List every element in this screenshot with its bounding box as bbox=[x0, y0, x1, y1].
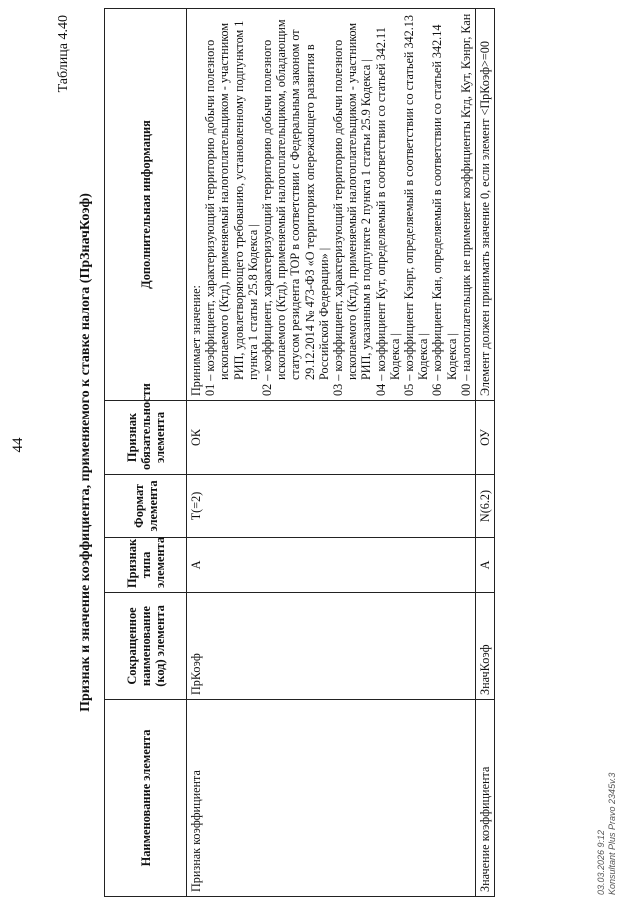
cell-name: Признак коэффициента bbox=[187, 700, 476, 897]
margin-note-line: 03.03.2026 9:12 bbox=[596, 829, 606, 895]
info-value-05: 05 – коэффициент Кэнрг, определяемый в соответствии со статьей 342.13 Кодекса | bbox=[402, 15, 431, 396]
cell-info bbox=[187, 9, 476, 401]
header-name: Наименование элемента bbox=[105, 700, 187, 897]
cell-required: ОК bbox=[187, 401, 476, 475]
cell-format: N(6.2) bbox=[476, 475, 495, 538]
header-required: Признак обязательности элемента bbox=[105, 401, 187, 475]
header-type: Признак типа элемента bbox=[105, 538, 187, 593]
table-row-coefficient-flag bbox=[187, 9, 476, 897]
table-header-row bbox=[105, 9, 187, 897]
cell-type: А bbox=[476, 538, 495, 593]
margin-note bbox=[596, 685, 618, 895]
cell-info: Элемент должен принимать значение 0, если элемент <ПрКоэф>=00 bbox=[476, 9, 495, 401]
header-info: Дополнительная информация bbox=[105, 9, 187, 401]
info-value-01: 01 – коэффициент, характеризующий территорию добычи полезного ископаемого (Ктд), применяемый налогоплательщиком - участником РИП, удовлетворяющего требованию, установленному подпунктом 1 пункта 1 статьи 25.8 Кодекса | bbox=[203, 20, 260, 396]
table-label: Таблица 4.40 bbox=[56, 15, 71, 93]
info-value-06: 06 – коэффициент Кан, определяемый в соответствии со статьей 342.14 Кодекса | bbox=[430, 24, 459, 396]
cell-name: Значение коэффициента bbox=[476, 700, 495, 897]
info-value-02: 02 – коэффициент, характеризующий территорию добычи полезного ископаемого (Ктд), применяемый налогоплательщиком, обладающим статусом резидента ТОР в соответствии с Федеральным законом от 29.12.2014 № 473-ФЗ «О территориях опережающего развития в Российской Федерации» | bbox=[260, 19, 331, 396]
cell-required: ОУ bbox=[476, 401, 495, 475]
page-number: 44 bbox=[10, 437, 26, 453]
header-code: Сокращенное наименование (код) элемента bbox=[105, 593, 187, 700]
cell-type: А bbox=[187, 538, 476, 593]
cell-format: T(=2) bbox=[187, 475, 476, 538]
info-value-03: 03 – коэффициент, характеризующий территорию добычи полезного ископаемого (Ктд), применяемый налогоплательщиком - участником РИП, указанным в подпункте 2 пункта 1 статьи 25.9 Кодекса | bbox=[331, 22, 374, 396]
info-value-00: 00 – налогоплательщик не применяет коэффициенты Ктд, Кут, Кэнрг, Кан bbox=[458, 13, 473, 396]
cell-code: ПрКоэф bbox=[187, 593, 476, 700]
header-format: Формат элемента bbox=[105, 475, 187, 538]
info-intro: Принимает значение: bbox=[189, 285, 203, 396]
info-value-04: 04 – коэффициент Кут, определяемый в соответствии со статьей 342.11 Кодекса | bbox=[373, 27, 402, 396]
margin-note-line: Konsultant Plus Pravo 2345v.3 bbox=[607, 772, 617, 895]
elements-table bbox=[104, 8, 495, 897]
table-title: Признак и значение коэффициента, применяемого к ставке налога (ПрЗначКоэф) bbox=[78, 193, 93, 712]
table-row-coefficient-value bbox=[476, 9, 495, 897]
cell-code: ЗначКоэф bbox=[476, 593, 495, 700]
